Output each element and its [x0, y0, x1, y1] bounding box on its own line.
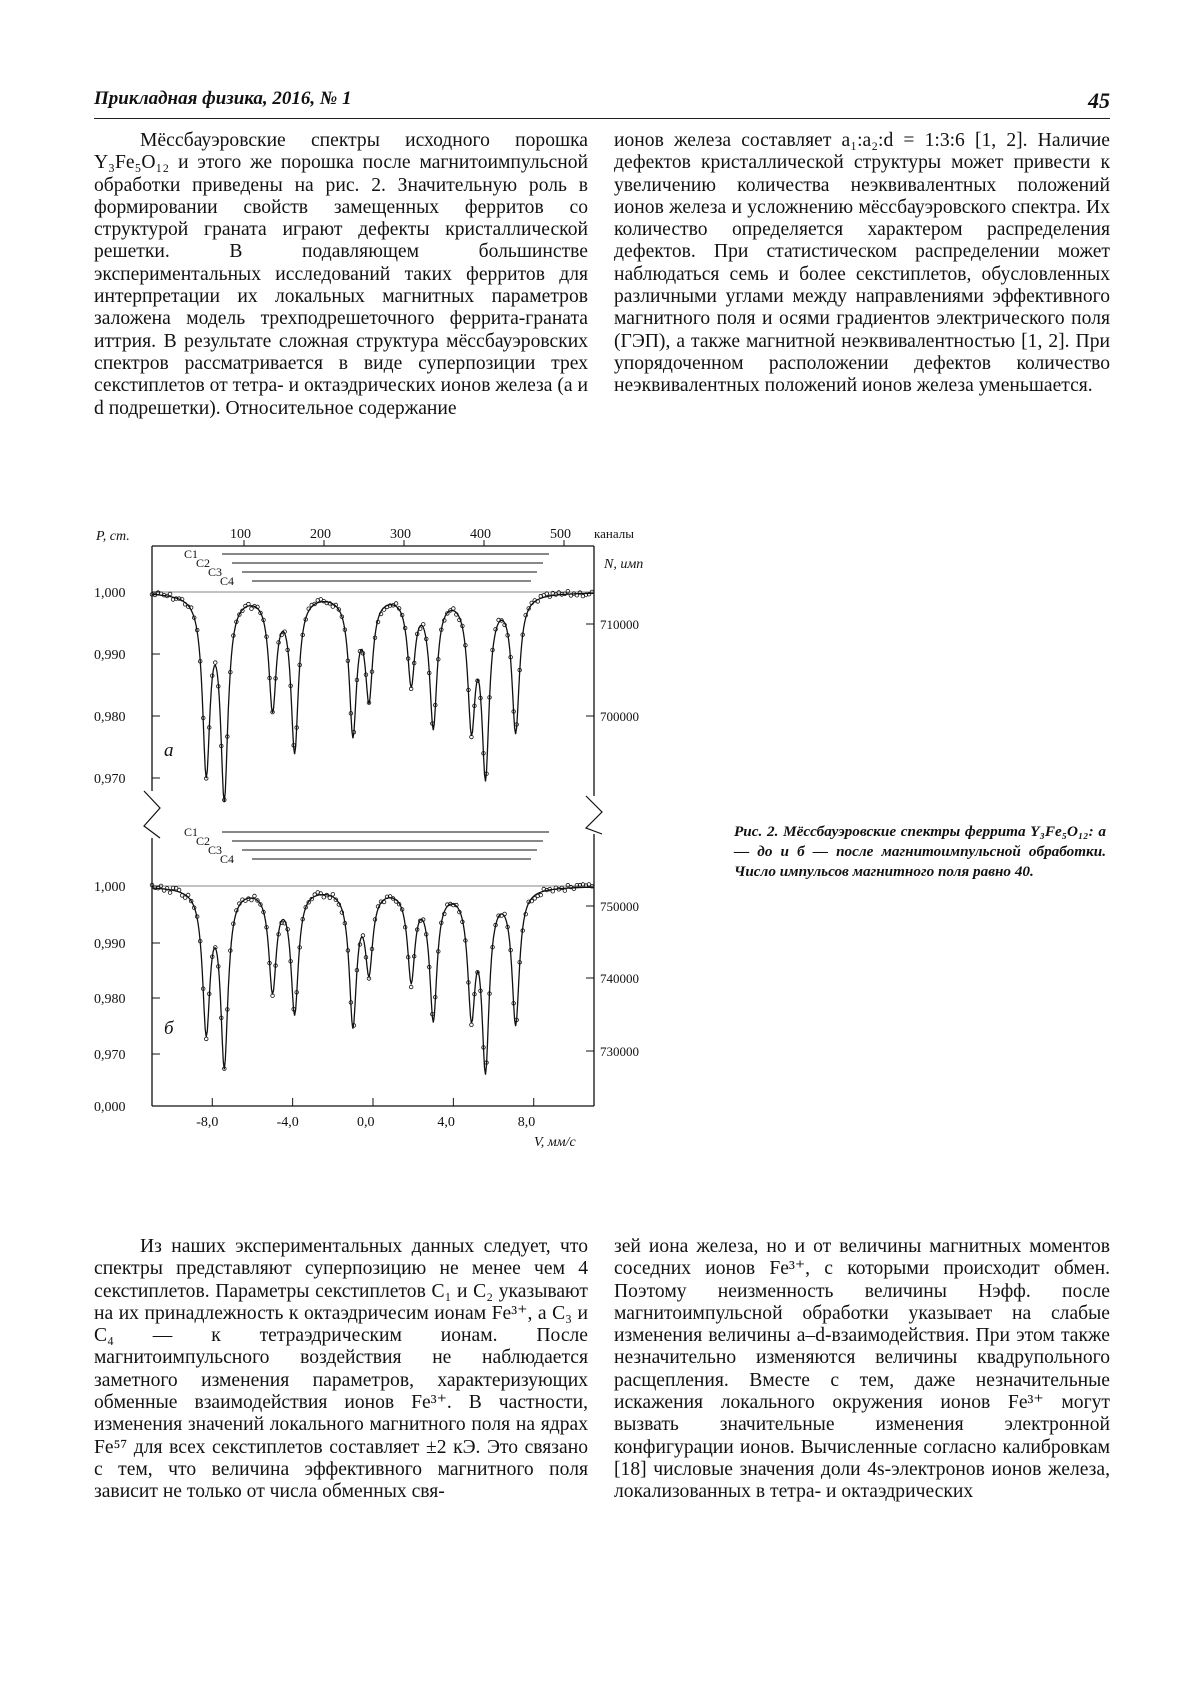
paragraph-top-left: Мёссбауэровские спектры исходного порошка Y₃Fe₅O₁₂ и этого же порошка после магнитоимпульсной обработки приведены на рис. 2. Значительную роль в формировании свойств замещенных ферритов со структурой граната играют дефекты кристаллической решетки. В подавляющем большинстве экспериментальных исследований таких ферритов для интерпретации их локальных магнитных параметров заложена модель трехподрешеточного феррита-граната иттрия. В результате сложная структура мёссбауэровских спектров рассматривается в виде суперпозиции трех секстиплетов от тетра- и октаэдрических ионов железа (a и d подрешетки). Относительное содержание [94, 130, 588, 419]
right-axis-tick-label: 710000 [600, 617, 639, 632]
sextet-label: C3 [208, 565, 223, 579]
axis-break-right [586, 796, 602, 834]
data-point [183, 896, 187, 900]
paragraph-bottom-left: Из наших экспериментальных данных следует, что спектры представляют суперпозицию не менее чем 4 секстиплетов. Параметры секстиплетов C₁ и C₂ указывают на их принадлежность к октаэдричесим ионам Fe³⁺, а C₃ и C₄ — к тетраэдрическим ионам. После магнитоимпульсного воздействия не наблюдается заметного изменения параметров, характеризующих обменные взаимодействия ионов Fe³⁺. В частности, изменения значений локального магнитного поля на ядрах Fe⁵⁷ для всех секстиплетов составляет ±2 кЭ. Это связано с тем, что величина эффективного магнитного поля зависит не только от числа обменных свя- [94, 1236, 588, 1503]
page-number: 45 [1088, 88, 1110, 113]
data-point [394, 602, 398, 606]
data-point [213, 661, 217, 665]
left-axis-tick-label: 1,000 [94, 880, 126, 895]
top-axis-tick-label: 500 [550, 527, 571, 542]
data-point [168, 891, 172, 895]
column-bottom-left [94, 1236, 588, 1504]
axis-break-left [144, 791, 160, 838]
data-point [331, 893, 335, 897]
left-axis-tick-label: 0,000 [94, 1100, 126, 1115]
data-point [186, 893, 190, 897]
right-axis-tick-label: 740000 [600, 971, 639, 986]
left-axis-tick-label: 0,970 [94, 1048, 126, 1063]
left-axis-label: P, ст. [96, 529, 130, 544]
data-point [470, 1023, 474, 1027]
data-point [253, 894, 257, 898]
top-axis-label: каналы [594, 526, 634, 541]
column-bottom-right [614, 1236, 1110, 1504]
bottom-axis-tick-label: 0,0 [357, 1115, 375, 1130]
figure-mossbauer-spectra [94, 516, 714, 1216]
left-axis-tick-label: 0,980 [94, 992, 126, 1007]
sextet-label: C1 [184, 825, 199, 839]
bottom-axis-tick-label: -4,0 [276, 1115, 299, 1130]
paragraph-bottom-right: зей иона железа, но и от величины магнитных моментов соседних ионов Fe³⁺, с которыми происходит обмен. Поэтому неизменность величины Hэфф. после магнитоимпульсной обработки указывает на слабые изменения величины a–d-взаимодействия. При этом также незначительно изменяются величины квадрупольного расщепления. Вместе с тем, даже незначительные искажения локального окружения ионов Fe³⁺ могут вызвать значительные изменения электронной конфигурации ионов. Вычисленные согласно калибровкам [18] числовые значения доли 4s-электронов ионов железа, локализованных в тетра- и октаэдрических [614, 1236, 1110, 1503]
panel-label: а [164, 740, 174, 761]
right-axis-label: N, имп [604, 557, 644, 572]
sextet-label: C1 [184, 547, 199, 561]
left-axis-tick-label: 0,970 [94, 772, 126, 787]
data-point [328, 896, 332, 900]
panel-label: б [164, 1018, 174, 1039]
data-point [177, 888, 181, 892]
sextet-label: C2 [196, 834, 211, 848]
spectrum-fit-line [152, 593, 593, 802]
sextet-label: C3 [208, 843, 223, 857]
header-rule [94, 118, 1110, 119]
data-point [563, 889, 567, 893]
top-axis-tick-label: 100 [230, 527, 251, 542]
column-top-right [614, 130, 1110, 398]
sextet-label: C4 [220, 852, 235, 866]
figure-caption: Рис. 2. Мёссбауэровские спектры феррита Y₃Fe₅O₁₂: а — до и б — после магнитоимпульсной обработки. Число импульсов магнитного поля равно 40. [734, 823, 1106, 880]
data-point [452, 607, 456, 611]
left-axis-tick-label: 0,990 [94, 648, 126, 663]
right-axis-tick-label: 730000 [600, 1044, 639, 1059]
top-axis-tick-label: 200 [310, 527, 331, 542]
sextet-label: C4 [220, 574, 235, 588]
top-axis-tick-label: 400 [470, 527, 491, 542]
data-point [361, 934, 365, 938]
paragraph-top-right: ионов железа составляет a₁:a₂:d = 1:3:6 [1, 2]. Наличие дефектов кристаллической структуры может привести к увеличению количества неэквивалентных положений ионов железа и усложнению мёссбауэровского спектра. Их количество определяется характером распределения дефектов. При статистическом распределении может наблюдаться семь и более секстиплетов, обусловленных различными углами между направлениями эффективного магнитного поля и осями градиентов электрического поля (ГЭП), а также магнитной неэквивалентностью [1, 2]. При упорядоченном расположении дефектов количество неэквивалентных положений ионов железа уменьшается. [614, 130, 1110, 397]
bottom-axis-tick-label: 4,0 [437, 1115, 455, 1130]
left-axis-tick-label: 1,000 [94, 586, 126, 601]
column-top-left [94, 130, 588, 420]
left-axis-tick-label: 0,990 [94, 937, 126, 952]
data-point [409, 985, 413, 989]
bottom-axis-tick-label: 8,0 [517, 1115, 536, 1130]
data-point [204, 1037, 208, 1041]
journal-title: Прикладная физика, 2016, № 1 [94, 88, 352, 109]
data-point [566, 589, 570, 593]
running-header [94, 88, 1110, 122]
bottom-axis-label: V, мм/с [534, 1135, 576, 1150]
spectra-chart [94, 516, 714, 1216]
left-axis-tick-label: 0,980 [94, 710, 126, 725]
data-point [250, 898, 254, 902]
data-point [545, 592, 549, 596]
bottom-axis-tick-label: -8,0 [196, 1115, 219, 1130]
top-axis-tick-label: 300 [390, 527, 411, 542]
right-axis-tick-label: 700000 [600, 709, 639, 724]
right-axis-tick-label: 750000 [600, 899, 639, 914]
data-point [168, 592, 172, 596]
sextet-label: C2 [196, 556, 211, 570]
data-point [421, 623, 425, 627]
